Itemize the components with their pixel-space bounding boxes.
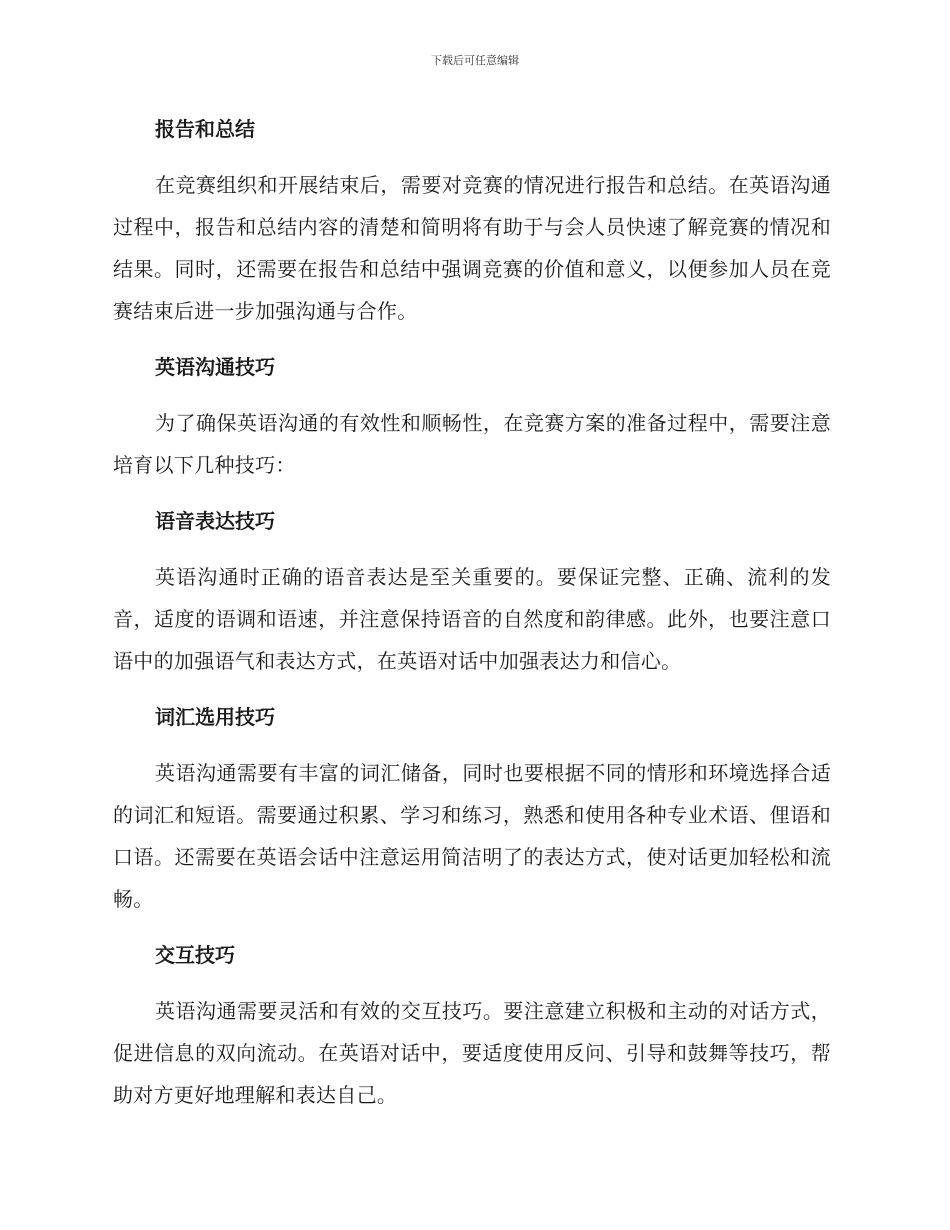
- section-heading-interaction: 交互技巧: [155, 943, 235, 967]
- section-heading-english-skills: 英语沟通技巧: [155, 355, 275, 379]
- section-heading-report-summary: 报告和总结: [155, 117, 255, 141]
- section-paragraph-vocabulary: 英语沟通需要有丰富的词汇储备，同时也要根据不同的情形和环境选择合适的词汇和短语。需要通过积累、学习和练习，熟悉和使用各种专业术语、俚语和口语。还需要在英语会话中注意运用简洁明了的表达方式，使对话更加轻松和流畅。: [113, 761, 831, 911]
- section-paragraph-english-skills: 为了确保英语沟通的有效性和顺畅性，在竞赛方案的准备过程中，需要注意培育以下几种技巧：: [113, 411, 831, 477]
- document-body: [113, 108, 831, 1130]
- section-heading-pronunciation: 语音表达技巧: [155, 509, 275, 533]
- section-paragraph-interaction: 英语沟通需要灵活和有效的交互技巧。要注意建立积极和主动的对话方式，促进信息的双向流动。在英语对话中，要适度使用反问、引导和鼓舞等技巧，帮助对方更好地理解和表达自己。: [113, 999, 831, 1107]
- page-header: 下载后可任意编辑: [431, 54, 519, 67]
- section-paragraph-report-summary: 在竞赛组织和开展结束后，需要对竞赛的情况进行报告和总结。在英语沟通过程中，报告和总结内容的清楚和简明将有助于与会人员快速了解竞赛的情况和结果。同时，还需要在报告和总结中强调竞赛的价值和意义，以便参加人员在竞赛结束后进一步加强沟通与合作。: [113, 173, 831, 323]
- section-heading-vocabulary: 词汇选用技巧: [155, 705, 275, 729]
- section-paragraph-pronunciation: 英语沟通时正确的语音表达是至关重要的。要保证完整、正确、流利的发音，适度的语调和语速，并注意保持语音的自然度和韵律感。此外，也要注意口语中的加强语气和表达方式，在英语对话中加强表达力和信心。: [113, 565, 831, 673]
